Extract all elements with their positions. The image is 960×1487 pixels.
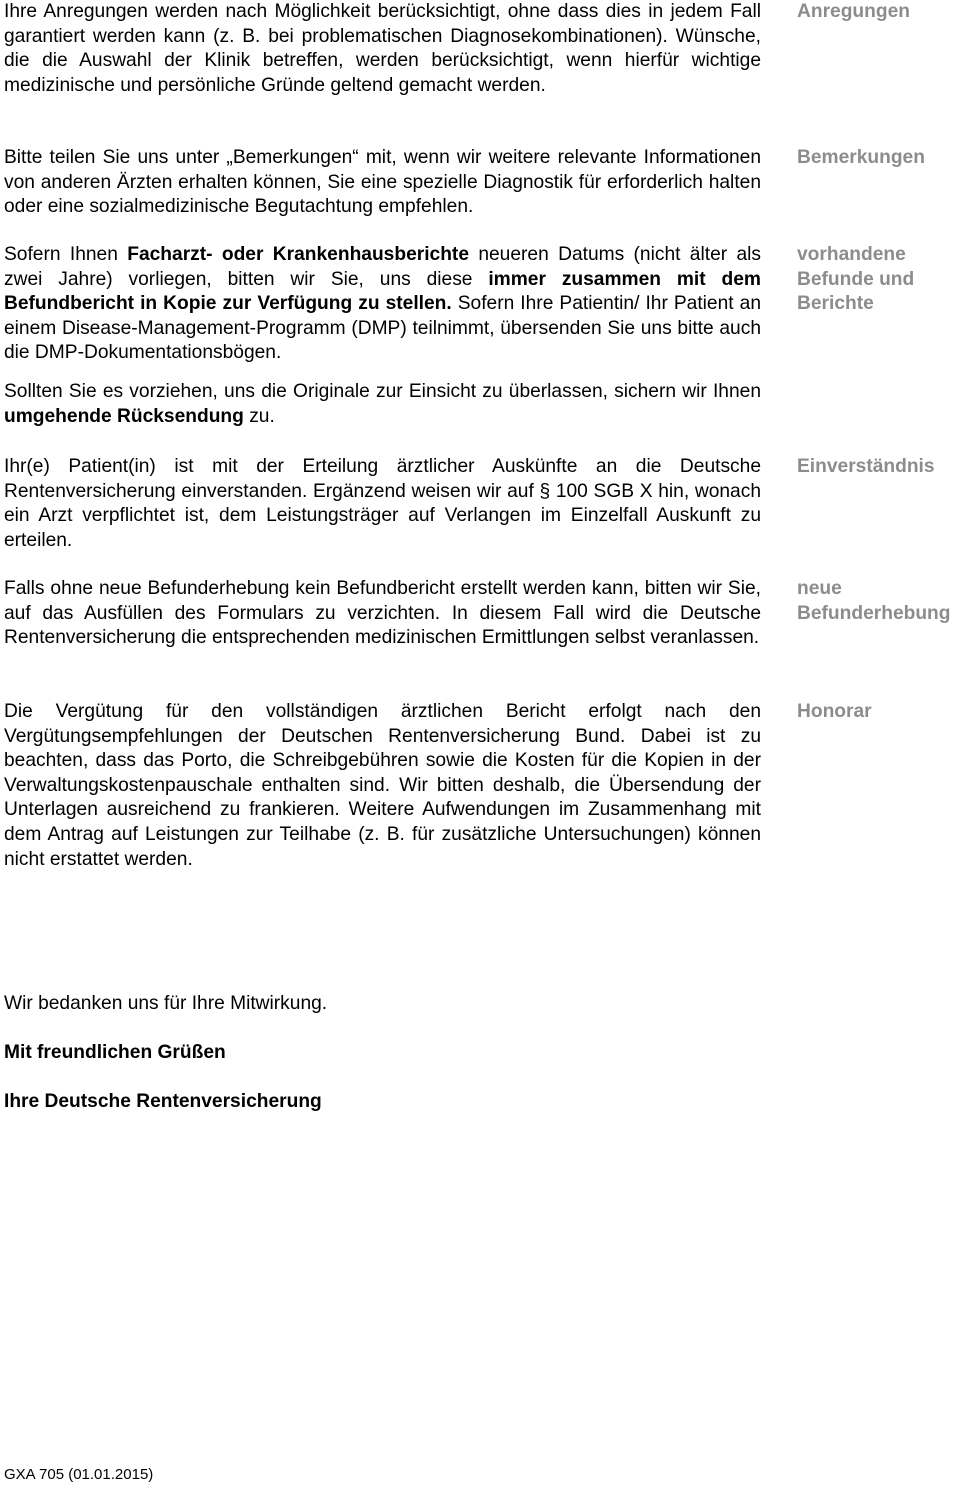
closing-signature: Ihre Deutsche Rentenversicherung xyxy=(4,1091,322,1112)
margin-note-anregungen: Anregungen xyxy=(797,1,910,22)
paragraph-originale-part-c: zu. xyxy=(243,405,275,427)
margin-note-befunderhebung: neue Befunderhebung xyxy=(797,578,951,624)
paragraph-befunde-part-e: Sofern Ihre Patientin/ Ihr Patient an einem Disease-Management-Programm (DMP) teilnimmt, übersenden Sie uns bitte auch die DMP-Dokumentationsbögen. xyxy=(4,293,761,364)
paragraph-befunderhebung: Falls ohne neue Befunderhebung kein Befundbericht erstellt werden kann, bitten wir Sie, auf das Ausfüllen des Formulars zu verzichten. In diesem Fall wird die Deutsche Rentenversicherung die entsprechenden medizinischen Ermittlungen selbst veranlassen. xyxy=(4,578,761,649)
margin-note-bemerkungen: Bemerkungen xyxy=(797,147,925,168)
paragraph-befunde-bold-reports: Facharzt- oder Krankenhausberichte xyxy=(127,244,469,265)
form-code: GXA 705 (01.01.2015) xyxy=(4,1466,154,1483)
margin-note-honorar: Honorar xyxy=(797,701,872,722)
closing-greeting: Mit freundlichen Grüßen xyxy=(4,1042,226,1063)
closing-thanks: Wir bedanken uns für Ihre Mitwirkung. xyxy=(4,993,328,1014)
paragraph-originale-part-a: Sollten Sie es vorziehen, uns die Originale zur Einsicht zu überlassen, sichern wir Ihnen xyxy=(4,381,761,402)
paragraph-befunde-bold-copy: immer zusammen mit dem Befundbericht in Kopie zur Verfügung zu stellen. xyxy=(4,268,761,315)
paragraph-einverstaendnis: Ihr(e) Patient(in) ist mit der Erteilung ärztlicher Auskünfte an die Deutsche Rentenversicherung einverstanden. Ergänzend weisen wir auf § 100 SGB X hin, wonach ein Arzt verpflichtet ist, dem Leistungsträger auf Verlangen im Einzelfall Auskunft zu erteilen. xyxy=(4,456,761,551)
paragraph-honorar: Die Vergütung für den vollständigen ärztlichen Bericht erfolgt nach den Vergütungsempfehlungen der Deutschen Rentenversicherung Bund. Dabei ist zu beachten, dass das Porto, die Schreibgebühren sowie die Kosten für die Kopien in der Verwaltungskostenpauschale enthalten sind. Wir bitten deshalb, die Übersendung der Unterlagen ausreichend zu frankieren. Weitere Aufwendungen im Zusammenhang mit dem Antrag auf Leistungen zur Teilhabe (z. B. für zusätzliche Untersuchungen) können nicht erstattet werden. xyxy=(4,701,761,870)
margin-note-befunde: vorhandene Befunde und Berichte xyxy=(797,244,915,315)
paragraph-befunde-part-c: neueren Datums (nicht älter als zwei Jahre) vorliegen, bitten wir Sie, uns diese xyxy=(4,244,761,290)
paragraph-anregungen: Ihre Anregungen werden nach Möglichkeit berücksichtigt, ohne dass dies in jedem Fall garantiert werden kann (z. B. bei problematischen Diagnosekombinationen). Wünsche, die die Auswahl der Klinik betreffen, werden berücksichtigt, wenn hierfür wichtige medizinische und persönliche Gründe geltend gemacht werden. xyxy=(4,1,761,96)
paragraph-originale xyxy=(4,380,761,429)
margin-note-einverstaendnis: Einverständnis xyxy=(797,456,935,477)
paragraph-bemerkungen: Bitte teilen Sie uns unter „Bemerkungen“ mit, wenn wir weitere relevante Informationen von anderen Ärzten erhalten können, Sie eine spezielle Diagnostik für erforderlich halten oder eine sozialmedizinische Begutachtung empfehlen. xyxy=(4,147,761,218)
paragraph-befunde xyxy=(4,243,761,366)
paragraph-originale-bold-return: umgehende Rücksendung xyxy=(4,405,244,427)
paragraph-befunde-part-a: Sofern Ihnen xyxy=(4,244,128,265)
